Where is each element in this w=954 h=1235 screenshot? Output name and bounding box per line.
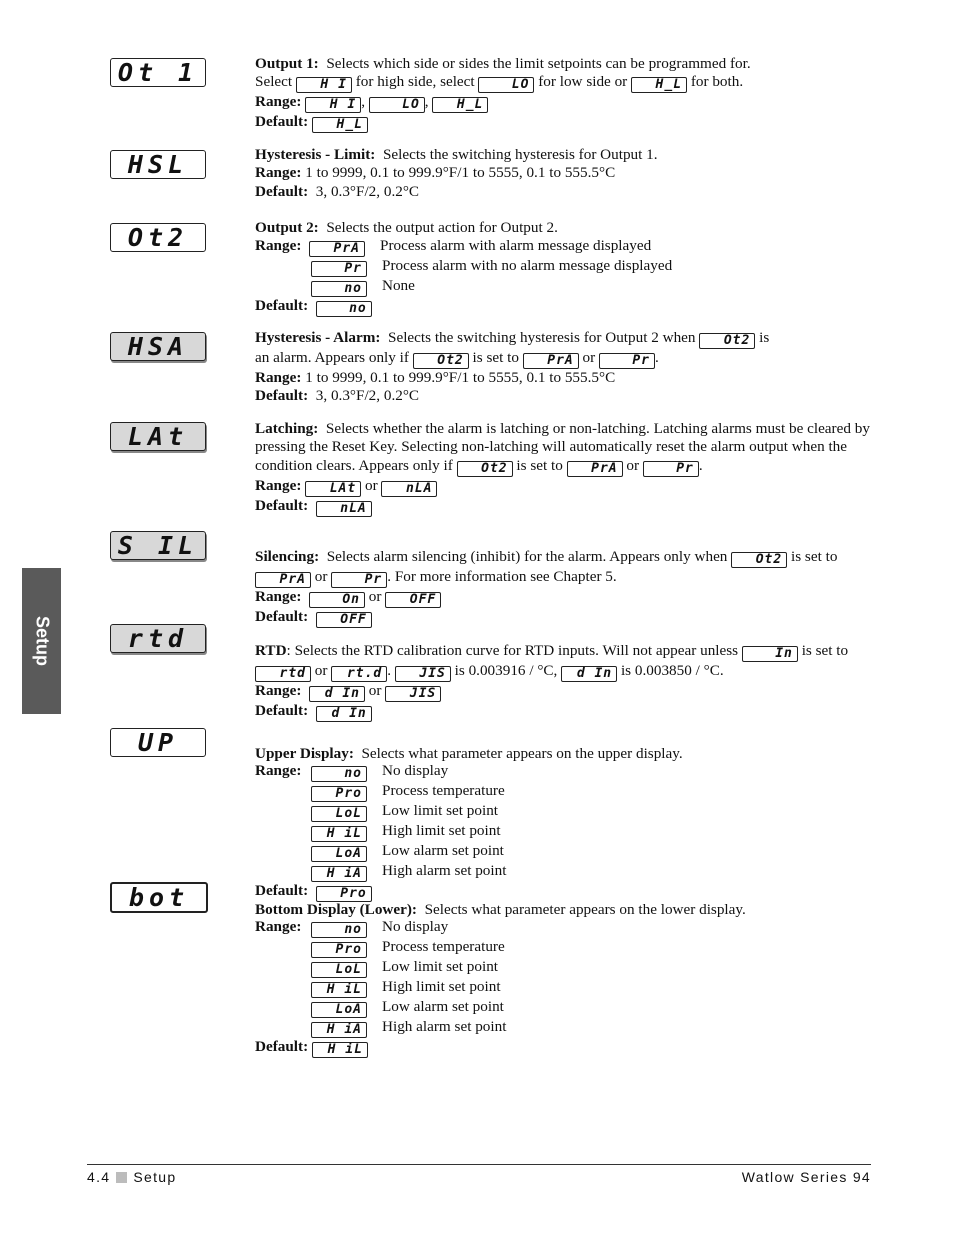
lcd-no: no bbox=[316, 301, 372, 317]
lcd-pr: Pr bbox=[331, 572, 387, 588]
bottom-option-loa bbox=[255, 998, 870, 1018]
lcd-hil: H iL bbox=[311, 982, 367, 998]
hyst-limit-desc: Selects the switching hysteresis for Output 1. bbox=[382, 146, 658, 163]
output2-opt-pra-desc: Process alarm with alarm message displayed bbox=[380, 237, 652, 255]
lcd-hil: H iL bbox=[311, 826, 367, 842]
lcd-hi: H I bbox=[305, 97, 361, 113]
upper-opt-hia-desc: High alarm set point bbox=[382, 862, 507, 880]
param-display-up: UP bbox=[110, 728, 206, 757]
lcd-pra: PrA bbox=[523, 353, 579, 369]
hyst-limit-range-label: Range: bbox=[255, 164, 302, 182]
section-hysteresis-limit bbox=[255, 146, 870, 201]
bottom-opt-hia-desc: High alarm set point bbox=[382, 1018, 507, 1036]
rtd-desc: : Selects the RTD calibration curve for RTD inputs. Will not appear unless bbox=[286, 642, 739, 659]
lcd-jis: JIS bbox=[395, 666, 451, 682]
lcd-hia: H iA bbox=[311, 1022, 367, 1038]
param-display-hsl: HSL bbox=[110, 150, 206, 179]
is-text: is bbox=[759, 329, 770, 346]
hyst-limit-title: Hysteresis - Limit: bbox=[255, 146, 376, 163]
period: . bbox=[387, 662, 392, 679]
section-output2 bbox=[255, 219, 870, 317]
output1-both-text: for both. bbox=[690, 73, 744, 91]
or-text: or bbox=[368, 682, 382, 699]
output1-default-label: Default: bbox=[255, 113, 309, 131]
is-text: is bbox=[620, 662, 632, 679]
lcd-pr: Pr bbox=[311, 261, 367, 277]
latching-default-label: Default: bbox=[255, 496, 309, 514]
section-bottom-display bbox=[255, 901, 870, 1058]
bottom-option-hia bbox=[255, 1018, 870, 1038]
lcd-rtd-decimal: rt.d bbox=[331, 666, 387, 682]
silencing-default-label: Default: bbox=[255, 608, 309, 625]
side-tab bbox=[22, 568, 61, 714]
or-text: or bbox=[582, 349, 596, 366]
hyst-limit-range: 1 to 9999, 0.1 to 999.9°F/1 to 5555, 0.1 to 555.5°C bbox=[305, 164, 616, 182]
or-text: or bbox=[365, 476, 378, 494]
output1-range-label: Range: bbox=[255, 93, 302, 111]
upper-opt-lol-desc: Low limit set point bbox=[382, 802, 499, 820]
lcd-pra: PrA bbox=[567, 461, 623, 477]
lcd-off: OFF bbox=[385, 592, 441, 608]
side-tab-label: Setup bbox=[32, 615, 52, 667]
hyst-alarm-desc: Selects the switching hysteresis for Output 2 when bbox=[388, 329, 696, 346]
page-footer bbox=[87, 1164, 871, 1185]
latching-title: Latching: bbox=[255, 420, 319, 437]
or-text: or bbox=[314, 568, 328, 585]
set-to-text: is set to bbox=[472, 349, 519, 366]
square-bullet-icon bbox=[116, 1172, 127, 1183]
output2-option-pr bbox=[255, 257, 870, 277]
lcd-ot2: Ot2 bbox=[413, 353, 469, 369]
lcd-no: no bbox=[311, 766, 367, 782]
lcd-pra: PrA bbox=[255, 572, 311, 588]
latching-desc: Selects whether the alarm is latching or non-latching. Latching alarms must be cleared by pressing the Reset Key. Selecting non-latching will automatically reset the alarm output when the condition clears. Appears only if bbox=[255, 420, 870, 474]
lcd-lo: LO bbox=[369, 97, 425, 113]
lcd-pr: Pr bbox=[643, 461, 699, 477]
lcd-pro: Pro bbox=[316, 886, 372, 902]
upper-opt-pro-desc: Process temperature bbox=[382, 782, 505, 800]
section-latching bbox=[255, 420, 870, 517]
or-text: or bbox=[626, 456, 640, 474]
hyst-alarm-line2: an alarm. Appears only if bbox=[255, 349, 409, 366]
output1-title: Output 1: bbox=[255, 55, 319, 72]
param-display-bot: bot bbox=[110, 882, 208, 913]
section-silencing bbox=[255, 548, 870, 628]
footer-product: Watlow Series 94 bbox=[741, 1169, 871, 1185]
lcd-ot2: Ot2 bbox=[699, 333, 755, 349]
lcd-lat: LAt bbox=[305, 481, 361, 497]
lcd-h-l: H_L bbox=[432, 97, 488, 113]
upper-option-hil bbox=[255, 822, 870, 842]
hyst-limit-default: 3, 0.3°F/2, 0.2°C bbox=[315, 182, 420, 200]
upper-option-loa bbox=[255, 842, 870, 862]
output1-desc: Selects which side or sides the limit setpoints can be programmed for. bbox=[326, 55, 751, 72]
or-text: or bbox=[314, 662, 328, 679]
silencing-desc: Selects alarm silencing (inhibit) for the alarm. Appears only when bbox=[326, 548, 728, 565]
set-to-text: is set to bbox=[801, 642, 849, 659]
section-output1 bbox=[255, 55, 870, 133]
upper-desc: Selects what parameter appears on the upper display. bbox=[361, 745, 683, 762]
upper-title: Upper Display: bbox=[255, 745, 354, 762]
param-display-ot1: Ot 1 bbox=[110, 58, 206, 87]
bottom-option-pro bbox=[255, 938, 870, 958]
lcd-nla: nLA bbox=[381, 481, 437, 497]
upper-option-hia bbox=[255, 862, 870, 882]
lcd-on: On bbox=[309, 592, 365, 608]
hyst-limit-default-label: Default: bbox=[255, 182, 309, 200]
bottom-range-label: Range: bbox=[255, 918, 302, 936]
param-display-ot2: Ot2 bbox=[110, 223, 206, 252]
lcd-h-l: H_L bbox=[312, 117, 368, 133]
lcd-off: OFF bbox=[316, 612, 372, 628]
bottom-opt-hil-desc: High limit set point bbox=[382, 978, 501, 996]
output2-opt-no-desc: None bbox=[382, 277, 415, 295]
output2-default-label: Default: bbox=[255, 297, 309, 315]
lcd-din: d In bbox=[561, 666, 617, 682]
lcd-ot2: Ot2 bbox=[731, 552, 787, 568]
lcd-lo: LO bbox=[478, 77, 534, 93]
output2-title: Output 2: bbox=[255, 219, 319, 236]
comma: , bbox=[424, 93, 429, 111]
param-display-lat: LAt bbox=[110, 422, 206, 451]
lcd-lol: LoL bbox=[311, 806, 367, 822]
bottom-title: Bottom Display (Lower): bbox=[255, 901, 417, 918]
upper-opt-loa-desc: Low alarm set point bbox=[382, 842, 504, 860]
hyst-alarm-default-label: Default: bbox=[255, 387, 309, 405]
rtd-jis-value: is 0.003916 / °C, bbox=[454, 662, 558, 679]
silencing-range-label: Range: bbox=[255, 588, 302, 605]
silencing-title: Silencing: bbox=[255, 548, 320, 565]
param-display-sil: S IL bbox=[110, 531, 206, 560]
upper-option-no bbox=[255, 762, 870, 782]
upper-default-label: Default: bbox=[255, 882, 309, 900]
section-hysteresis-alarm bbox=[255, 329, 870, 406]
output2-option-no bbox=[255, 277, 870, 297]
upper-opt-no-desc: No display bbox=[382, 762, 449, 780]
output1-select-text: Select bbox=[255, 73, 293, 91]
section-upper-display bbox=[255, 745, 870, 902]
footer-left bbox=[87, 1169, 176, 1185]
lcd-loa: LoA bbox=[311, 1002, 367, 1018]
period: . bbox=[655, 349, 659, 366]
output2-option-pra bbox=[255, 237, 870, 257]
upper-opt-hil-desc: High limit set point bbox=[382, 822, 501, 840]
comma: , bbox=[361, 93, 365, 111]
bottom-option-hil bbox=[255, 978, 870, 998]
lcd-ot2: Ot2 bbox=[457, 461, 513, 477]
footer-section: Setup bbox=[133, 1169, 177, 1185]
hyst-alarm-default: 3, 0.3°F/2, 0.2°C bbox=[315, 387, 420, 405]
footer-page-number: 4.4 bbox=[87, 1169, 111, 1185]
lcd-lol: LoL bbox=[311, 962, 367, 978]
rtd-default-label: Default: bbox=[255, 702, 309, 719]
lcd-din: d In bbox=[316, 706, 372, 722]
silencing-more: . For more information see Chapter 5. bbox=[387, 568, 617, 585]
set-to-text: is set to bbox=[791, 548, 838, 565]
bottom-default-label: Default: bbox=[255, 1038, 309, 1056]
param-display-hsa: HSA bbox=[110, 332, 206, 361]
lcd-h-l: H_L bbox=[631, 77, 687, 93]
lcd-jis: JIS bbox=[385, 686, 441, 702]
period: . bbox=[698, 456, 703, 474]
bottom-opt-pro-desc: Process temperature bbox=[382, 938, 505, 956]
section-rtd bbox=[255, 642, 870, 722]
bottom-opt-loa-desc: Low alarm set point bbox=[382, 998, 504, 1016]
lcd-hi: H I bbox=[296, 77, 352, 93]
bottom-option-lol bbox=[255, 958, 870, 978]
lcd-no: no bbox=[311, 281, 367, 297]
output2-opt-pr-desc: Process alarm with no alarm message displayed bbox=[382, 257, 673, 275]
rtd-range-label: Range: bbox=[255, 682, 302, 699]
upper-range-label: Range: bbox=[255, 762, 302, 780]
latching-range-label: Range: bbox=[255, 476, 302, 494]
lcd-pro: Pro bbox=[311, 786, 367, 802]
rtd-din-value: 0.003850 / °C. bbox=[634, 662, 724, 679]
bottom-option-no bbox=[255, 918, 870, 938]
lcd-pr: Pr bbox=[599, 353, 655, 369]
output1-low-text: for low side or bbox=[538, 73, 628, 91]
lcd-loa: LoA bbox=[311, 846, 367, 862]
bottom-opt-no-desc: No display bbox=[382, 918, 449, 936]
lcd-no: no bbox=[311, 922, 367, 938]
bottom-desc: Selects what parameter appears on the lower display. bbox=[424, 901, 746, 918]
or-text: or bbox=[368, 588, 382, 605]
hyst-alarm-range-label: Range: bbox=[255, 369, 302, 386]
output2-desc: Selects the output action for Output 2. bbox=[326, 219, 558, 236]
lcd-pra: PrA bbox=[309, 241, 365, 257]
hyst-alarm-range: 1 to 9999, 0.1 to 999.9°F/1 to 5555, 0.1 to 555.5°C bbox=[305, 369, 616, 386]
hyst-alarm-title: Hysteresis - Alarm: bbox=[255, 329, 381, 346]
lcd-rtd: rtd bbox=[255, 666, 311, 682]
output2-range-label: Range: bbox=[255, 237, 302, 255]
lcd-nla: nLA bbox=[316, 501, 372, 517]
upper-option-pro bbox=[255, 782, 870, 802]
upper-option-lol bbox=[255, 802, 870, 822]
set-to-text: is set to bbox=[516, 456, 563, 474]
lcd-in: In bbox=[742, 646, 798, 662]
lcd-hil: H iL bbox=[312, 1042, 368, 1058]
lcd-din: d In bbox=[309, 686, 365, 702]
rtd-title: RTD bbox=[255, 642, 287, 659]
lcd-hia: H iA bbox=[311, 866, 367, 882]
bottom-opt-lol-desc: Low limit set point bbox=[382, 958, 499, 976]
lcd-pro: Pro bbox=[311, 942, 367, 958]
param-display-rtd: rtd bbox=[110, 624, 206, 653]
output1-high-text: for high side, select bbox=[355, 73, 475, 91]
